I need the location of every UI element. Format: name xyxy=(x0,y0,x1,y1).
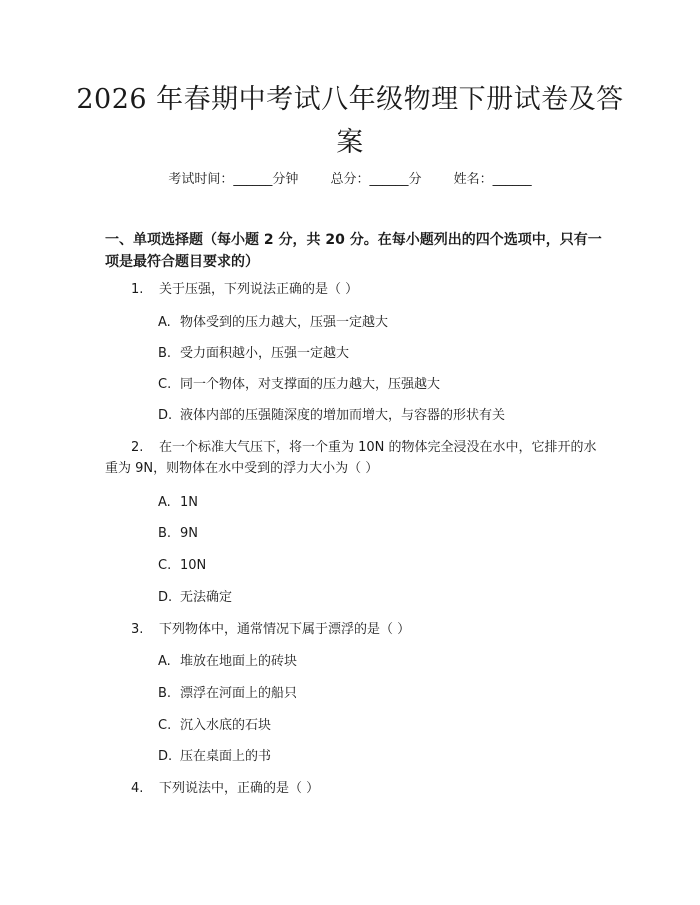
option-letter: D. xyxy=(158,408,173,423)
option-letter: B. xyxy=(158,526,172,541)
title-line-1: 2026 年春期中考试八年级物理下册试卷及答 xyxy=(76,84,624,115)
question-2-option-b xyxy=(158,523,598,544)
question-1-option-d xyxy=(158,405,598,426)
exam-meta xyxy=(0,168,700,187)
option-letter: A. xyxy=(158,315,171,330)
question-1-option-c xyxy=(158,374,598,395)
option-letter: A. xyxy=(158,495,171,510)
option-text: 同一个物体，对支撑面的压力越大，压强越大 xyxy=(180,377,441,392)
question-number: 3. xyxy=(131,622,144,637)
option-letter: B. xyxy=(158,686,172,701)
option-letter: D. xyxy=(158,749,173,764)
total-score: 总分：______分 xyxy=(330,172,422,187)
question-number: 2. xyxy=(131,440,144,455)
option-text: 1N xyxy=(180,495,198,510)
option-text: 沉入水底的石块 xyxy=(180,718,272,733)
question-text: 在一个标准大气压下，将一个重为 10N 的物体完全浸没在水中，它排开的水重为 9N，则物体在水中受到的浮力大小为（ ） xyxy=(105,440,597,476)
option-letter: D. xyxy=(158,590,173,605)
student-name: 姓名：______ xyxy=(453,172,532,187)
question-1 xyxy=(105,279,600,300)
question-2-option-d xyxy=(158,587,598,608)
option-letter: A. xyxy=(158,654,171,669)
option-text: 液体内部的压强随深度的增加而增大，与容器的形状有关 xyxy=(180,408,506,423)
option-letter: C. xyxy=(158,377,172,392)
question-text: 下列说法中，正确的是（ ） xyxy=(159,781,320,796)
question-2-option-c xyxy=(158,555,598,576)
option-text: 9N xyxy=(180,526,198,541)
option-text: 压在桌面上的书 xyxy=(180,749,272,764)
question-1-option-a xyxy=(158,312,598,333)
option-text: 堆放在地面上的砖块 xyxy=(180,654,298,669)
question-2 xyxy=(105,437,600,479)
question-number: 4. xyxy=(131,781,144,796)
option-text: 漂浮在河面上的船只 xyxy=(180,686,298,701)
question-3-option-b xyxy=(158,683,598,704)
option-letter: C. xyxy=(158,718,172,733)
question-text: 下列物体中，通常情况下属于漂浮的是（ ） xyxy=(159,622,411,637)
page-title xyxy=(60,78,640,164)
title-line-2: 案 xyxy=(336,127,364,158)
question-text: 关于压强，下列说法正确的是（ ） xyxy=(159,282,359,297)
option-text: 物体受到的压力越大，压强一定越大 xyxy=(180,315,389,330)
question-3-option-a xyxy=(158,651,598,672)
section-heading: 一、单项选择题（每小题 2 分，共 20 分。在每小题列出的四个选项中，只有一项是最符合题目要求的） xyxy=(105,232,602,270)
option-text: 无法确定 xyxy=(180,590,233,605)
question-3 xyxy=(105,619,600,640)
option-letter: B. xyxy=(158,346,172,361)
question-3-option-d xyxy=(158,746,598,767)
question-1-option-b xyxy=(158,343,598,364)
exam-time: 考试时间：______分钟 xyxy=(168,172,299,187)
question-number: 1. xyxy=(131,282,144,297)
question-3-option-c xyxy=(158,715,598,736)
question-2-option-a xyxy=(158,492,598,513)
question-4 xyxy=(105,778,600,799)
option-text: 受力面积越小，压强一定越大 xyxy=(180,346,350,361)
option-text: 10N xyxy=(180,558,207,573)
option-letter: C. xyxy=(158,558,172,573)
